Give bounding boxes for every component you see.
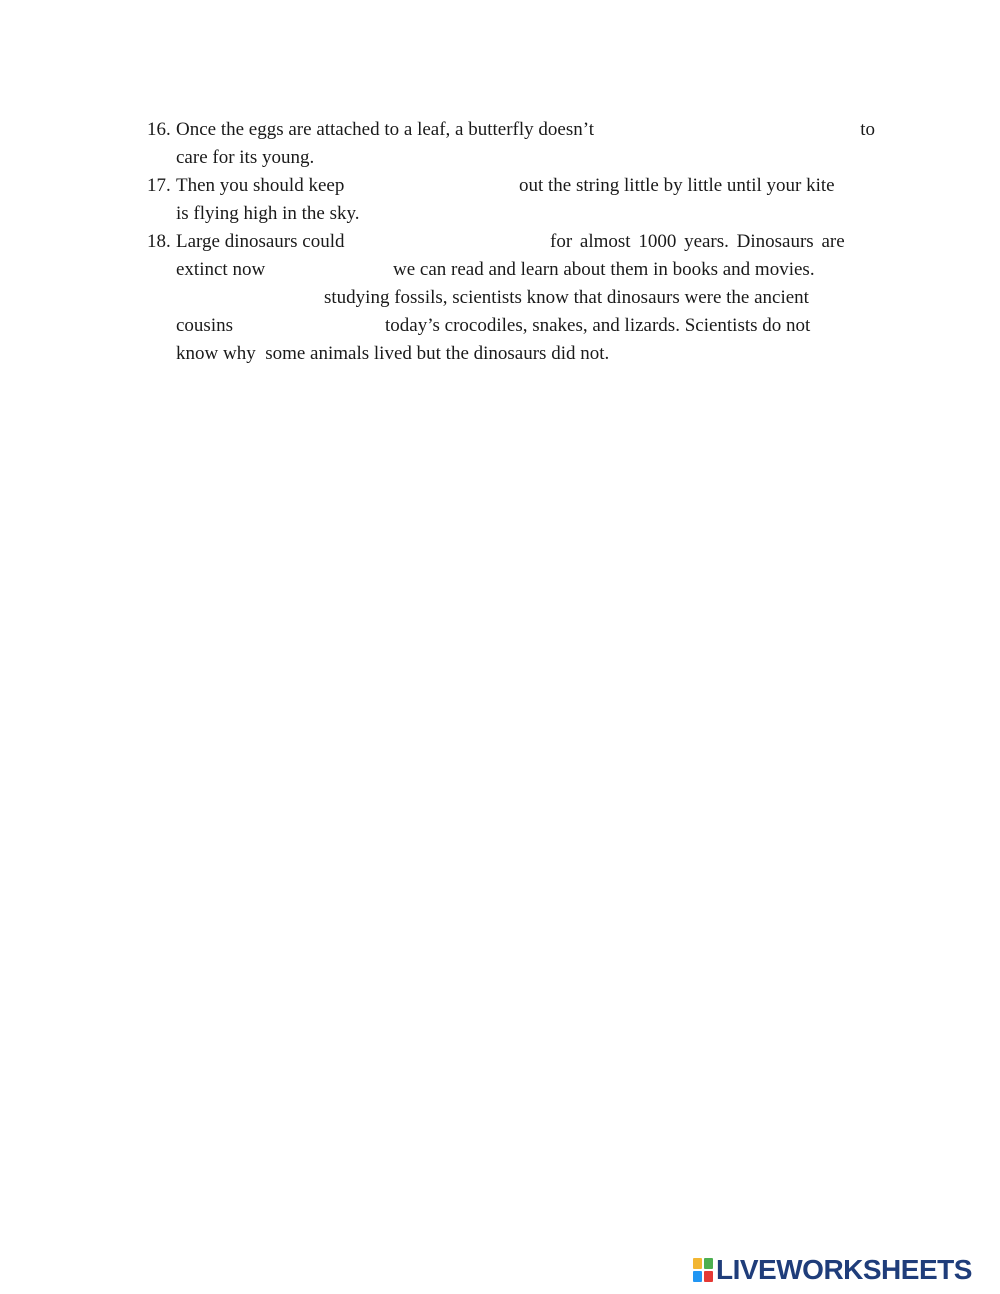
answer-blank-18b[interactable] <box>282 258 388 282</box>
item-16-text-b: to <box>860 119 875 140</box>
logo-text: LIVEWORKSHEETS <box>716 1254 972 1285</box>
item-17-text-a: Then you should keep <box>176 175 345 196</box>
logo-square-1 <box>693 1258 702 1269</box>
item-number-16: 16. <box>147 119 171 140</box>
item-16-text-a: Once the eggs are attached to a leaf, a butterfly doesn’t <box>176 119 594 140</box>
liveworksheets-logo <box>693 1254 972 1286</box>
item-18-line-3: studying fossils, scientists know that dinosaurs were the ancient <box>324 287 809 308</box>
logo-square-3 <box>693 1271 702 1282</box>
item-18-line-5: know why some animals lived but the dinosaurs did not. <box>176 343 610 364</box>
answer-blank-18d[interactable] <box>246 314 380 338</box>
answer-blank-18a[interactable] <box>376 230 544 254</box>
logo-square-2 <box>704 1258 713 1269</box>
item-number-17: 17. <box>147 175 171 196</box>
answer-blank-18c[interactable] <box>176 286 319 310</box>
item-17-text-b: out the string little by little until your kite <box>519 175 835 196</box>
logo-square-4 <box>704 1271 713 1282</box>
answer-blank-16[interactable] <box>668 118 852 142</box>
logo-mark-icon <box>693 1258 713 1282</box>
item-17-line-2: is flying high in the sky. <box>176 203 360 224</box>
item-number-18: 18. <box>147 231 171 252</box>
item-18-line-1-text-b <box>550 228 875 256</box>
answer-blank-17[interactable] <box>372 174 514 198</box>
item-18-line-4-text-a: cousins <box>176 315 233 336</box>
item-18-line-1-text-a: Large dinosaurs could <box>176 231 345 252</box>
item-18-line-4-text-b: today’s crocodiles, snakes, and lizards. Scientists do not <box>385 315 811 336</box>
item-18-line-1-text-b-span: for almost 1000 years. Dinosaurs are <box>550 231 845 252</box>
item-16-line-2: care for its young. <box>176 147 315 168</box>
item-18-line-2-text-a: extinct now <box>176 259 266 280</box>
item-18-line-2-text-b: we can read and learn about them in books and movies. <box>393 259 815 280</box>
